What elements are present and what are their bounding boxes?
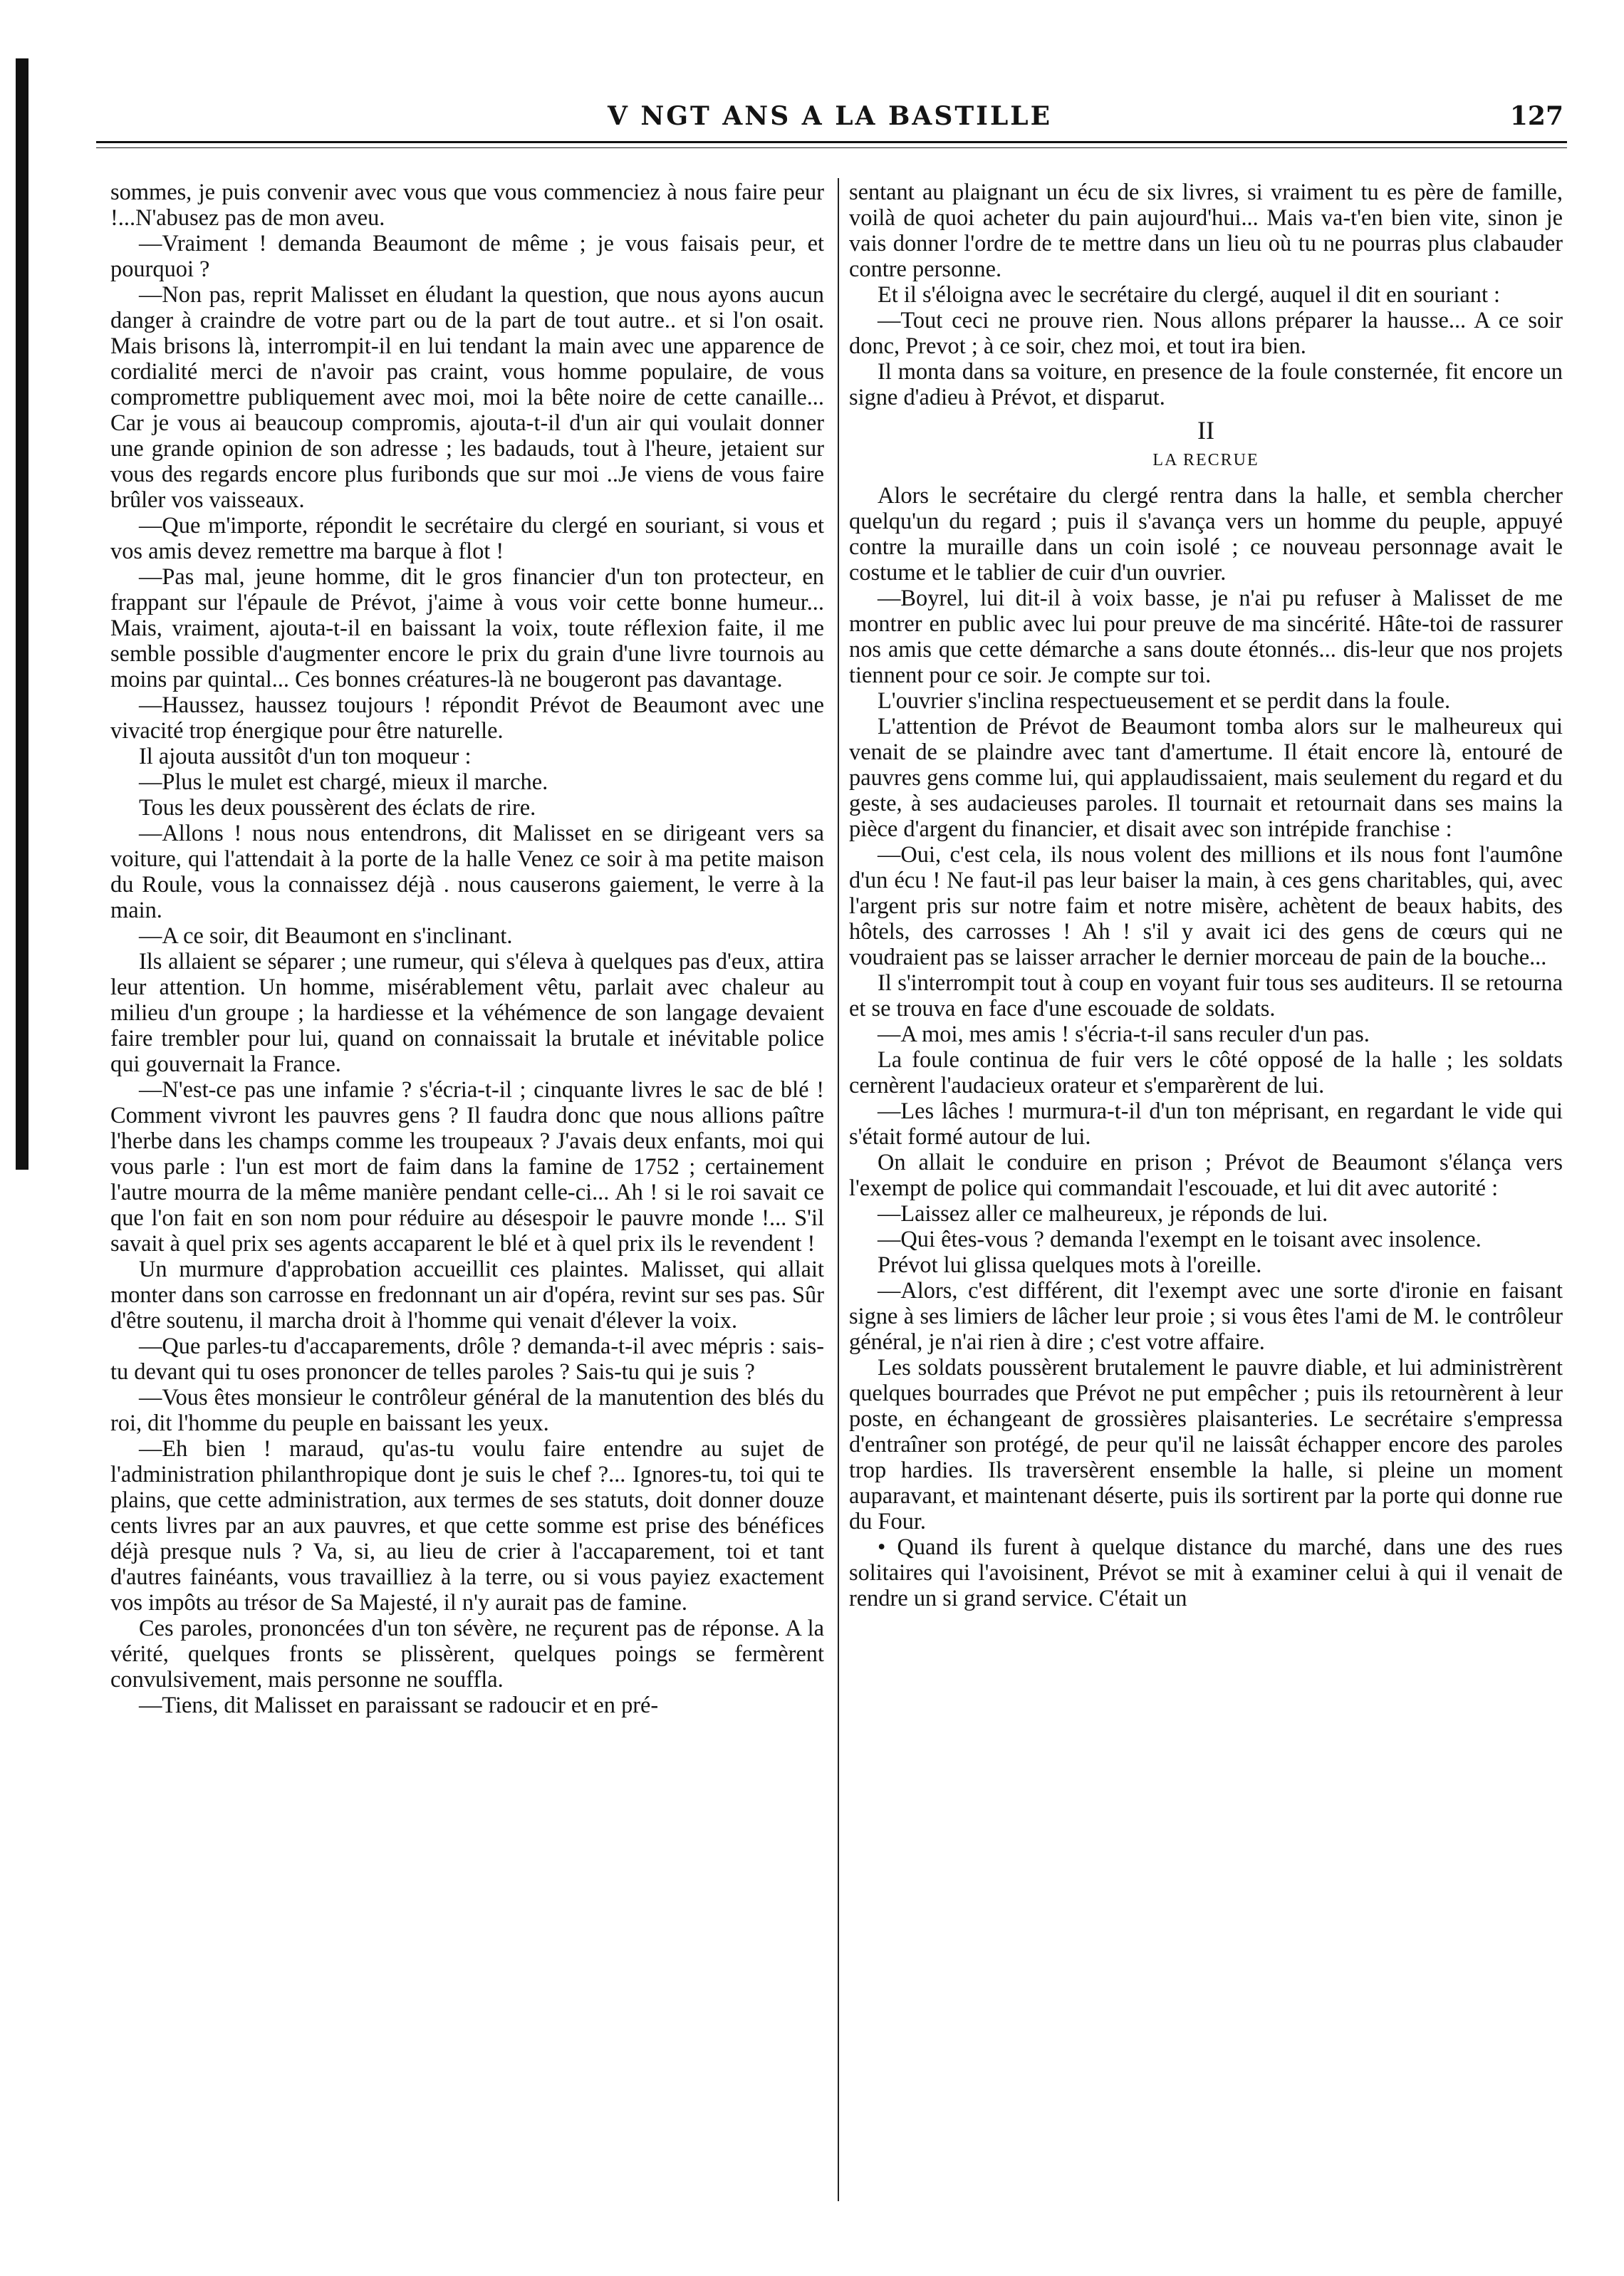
paragraph: Ces paroles, prononcées d'un ton sévère, ne reçurent pas de réponse. A la vérité, quelques fronts se plissèrent, quelques poings se fermèrent convulsivement, mais personne ne souffla.: [110, 1616, 824, 1693]
paragraph: —Tout ceci ne prouve rien. Nous allons préparer la hausse... A ce soir donc, Prevot ; à ce soir, chez moi, et tout ira bien.: [849, 308, 1563, 359]
column-divider: [838, 178, 839, 2201]
paragraph: Alors le secrétaire du clergé rentra dans la halle, et sembla chercher quelqu'un du regard ; puis il s'avança vers un homme du peuple, appuyé contre la muraille dans un coin isolé ; ce nouveau personnage avait le costume et le tablier de cuir d'un ouvrier.: [849, 483, 1563, 586]
paragraph: —Vous êtes monsieur le contrôleur général de la manutention des blés du roi, dit l'homme du peuple en baissant les yeux.: [110, 1385, 824, 1436]
paragraph: Il s'interrompit tout à coup en voyant fuir tous ses auditeurs. Il se retourna et se trouva en face d'une escouade de soldats.: [849, 970, 1563, 1022]
header-rule-thick: [96, 141, 1567, 143]
paragraph: —Allons ! nous nous entendrons, dit Malisset en se dirigeant vers sa voiture, qui l'attendait à la porte de la halle Venez ce soir à ma petite maison du Roule, vous la connaissez déjà . nous causerons gaiement, le verre à la main.: [110, 821, 824, 923]
right-column: [849, 180, 1563, 1611]
paragraph: L'attention de Prévot de Beaumont tomba alors sur le malheureux qui venait de se plaindre avec tant d'amertume. Il était encore là, entouré de pauvres gens comme lui, qui applaudissaient, mais seulement du regard et du geste, à ses audacieuses paroles. Il tournait et retournait dans ses mains la pièce d'argent du financier, et disait avec son intrépide franchise :: [849, 714, 1563, 842]
paragraph: Prévot lui glissa quelques mots à l'oreille.: [878, 1252, 1262, 1278]
paragraph: Il monta dans sa voiture, en presence de la foule consternée, fit encore un signe d'adieu à Prévot, et disparut.: [849, 359, 1563, 410]
paragraph: —Que m'importe, répondit le secrétaire du clergé en souriant, si vous et vos amis devez remettre ma barque à flot !: [110, 513, 824, 564]
running-title: V NGT ANS A LA BASTILLE: [607, 101, 1053, 131]
paragraph: —Oui, c'est cela, ils nous volent des millions et ils nous font l'aumône d'un écu ! Ne faut-il pas leur baiser la main, à ces gens charitables, qui, avec l'argent pris sur notre faim et notre misère, achètent de beaux habits, des hôtels, des carrosses ! Ah ! s'il y avait ici des gens de cœurs qui ne voudraient pas se laisser arracher le dernier morceau de pain de la bouche...: [849, 842, 1563, 970]
paragraph: sentant au plaignant un écu de six livres, si vraiment tu es père de famille, voilà de quoi acheter du pain aujourd'hui... Mais va-t'en bien vite, sinon je vais donner l'ordre de te mettre dans un lieu où tu ne pourras plus clabauder contre personne.: [849, 180, 1563, 282]
paragraph: —Non pas, reprit Malisset en éludant la question, que nous ayons aucun danger à craindre de votre part ou de la part de tout autre.. et si l'on osait. Mais brisons là, interrompit-il en lui tendant la main avec une apparence de cordialité merci de n'avoir pas craint, vous homme populaire, de vous compromettre publiquement avec moi, moi la bête noire de cette canaille... Car je vous ai beaucoup compromis, ajouta-t-il d'un air qui voulait donner une grande opinion de son adresse ; les badauds, tout à l'heure, jetaient sur vous des regards encore plus furibonds que sur moi ..Je viens de vous faire brûler vos vaisseaux.: [110, 282, 824, 513]
page-edge-bar: [16, 58, 28, 1170]
left-column: [110, 180, 824, 1718]
paragraph: —Boyrel, lui dit-il à voix basse, je n'ai pu refuser à Malisset de me montrer en public avec lui pour preuve de ma sincérité. Hâte-toi de rassurer nos amis que cette démarche a sans doute étonnés... dis-leur que nos projets tiennent pour ce soir. Je compte sur toi.: [849, 586, 1563, 688]
paragraph: L'ouvrier s'inclina respectueusement et se perdit dans la foule.: [878, 688, 1451, 714]
paragraph: On allait le conduire en prison ; Prévot de Beaumont s'élança vers l'exempt de police qui commandait l'escouade, et lui dit avec autorité :: [849, 1150, 1563, 1201]
paragraph: Ils allaient se séparer ; une rumeur, qui s'éleva à quelques pas d'eux, attira leur attention. Un homme, misérablement vêtu, parlait avec chaleur au milieu d'un groupe ; la hardiesse et la véhémence de son langage devaient faire trembler pour lui, quand on connaissait la brutale et inévitable police qui gouvernait la France.: [110, 949, 824, 1077]
paragraph: —Vraiment ! demanda Beaumont de même ; je vous faisais peur, et pourquoi ?: [110, 231, 824, 282]
section-title: LA RECRUE: [1152, 451, 1259, 469]
paragraph: —Tiens, dit Malisset en paraissant se radoucir et en pré-: [139, 1693, 659, 1718]
paragraph: —Alors, c'est différent, dit l'exempt avec une sorte d'ironie en faisant signe à ses limiers de lâcher leur proie ; si vous êtes l'ami de M. le contrôleur général, je n'ai rien à dire ; c'est votre affaire.: [849, 1278, 1563, 1355]
paragraph: Tous les deux poussèrent des éclats de rire.: [139, 795, 536, 821]
paragraph: Un murmure d'approbation accueillit ces plaintes. Malisset, qui allait monter dans son carrosse en fredonnant un air d'opéra, revint sur ses pas. Sûr d'être soutenu, il marcha droit à l'homme qui venait d'élever la voix.: [110, 1257, 824, 1334]
page-header: [96, 101, 1563, 137]
paragraph: —Qui êtes-vous ? demanda l'exempt en le toisant avec insolence.: [878, 1227, 1482, 1252]
paragraph: —Que parles-tu d'accaparements, drôle ? demanda-t-il avec mépris : sais-tu devant qui tu oses prononcer de telles paroles ? Sais-tu qui je suis ?: [110, 1334, 824, 1385]
paragraph: —Plus le mulet est chargé, mieux il marche.: [139, 769, 548, 795]
header-rule-thin: [96, 147, 1567, 148]
paragraph: —Haussez, haussez toujours ! répondit Prévot de Beaumont avec une vivacité trop énergique pour être naturelle.: [110, 692, 824, 744]
paragraph: —N'est-ce pas une infamie ? s'écria-t-il ; cinquante livres le sac de blé ! Comment vivront les pauvres gens ? Il faudra donc que nous allions paître l'herbe dans les champs comme les troupeaux ? J'avais deux enfants, moi qui vous parle : l'un est mort de faim dans la famine de 1752 ; certainement l'autre mourra de la même manière pendant celle-ci... Ah ! si le roi savait ce que l'on fait en son nom pour réduire au désespoir le pauvre monde !... S'il savait à quel prix ses agents accaparent le blé et à quel prix ils le revendent !: [110, 1077, 824, 1257]
paragraph: • Quand ils furent à quelque distance du marché, dans une des rues solitaires qui l'avoisinent, Prévot se mit à examiner celui à qui il venait de rendre un si grand service. C'était un: [849, 1534, 1563, 1611]
page-number: 127: [1509, 101, 1563, 131]
paragraph: —Pas mal, jeune homme, dit le gros financier d'un ton protecteur, en frappant sur l'épaule de Prévot, j'aime à vous voir cette bonne humeur... Mais, vraiment, ajouta-t-il en baissant la voix, toute réflexion faite, il me semble possible d'augmenter encore le prix du grain d'une livre tournois au moins par quintal... Ces bonnes créatures-là ne bougeront pas davantage.: [110, 564, 824, 692]
paragraph: Les soldats poussèrent brutalement le pauvre diable, et lui administrèrent quelques bourrades que Prévot ne put empêcher ; puis ils retournèrent à leur poste, en échangeant de grossières plaisanteries. Le secrétaire s'empressa d'entraîner son protégé, de peur qu'il ne laissât échapper encore des paroles trop hardies. Ils traversèrent ensemble la halle, si pleine un moment auparavant, et maintenant déserte, puis ils sortirent par la porte qui donne rue du Four.: [849, 1355, 1563, 1534]
paragraph: —Laissez aller ce malheureux, je réponds de lui.: [878, 1201, 1328, 1227]
paragraph: sommes, je puis convenir avec vous que vous commenciez à nous faire peur !...N'abusez pas de mon aveu.: [110, 180, 824, 231]
paragraph: —A moi, mes amis ! s'écria-t-il sans reculer d'un pas.: [878, 1022, 1370, 1047]
paragraph: —A ce soir, dit Beaumont en s'inclinant.: [139, 923, 513, 949]
paragraph: —Eh bien ! maraud, qu'as-tu voulu faire entendre au sujet de l'administration philanthropique dont je suis le chef ?... Ignores-tu, toi qui te plains, que cette administration, aux termes de ses statuts, doit donner douze cents livres par an aux pauvres, et que cette somme est prise des bénéfices déjà presque nuls ? Va, si, au lieu de crier à l'accaparement, toi et tant d'autres fainéants, vous travailliez à la terre, ou si vous payiez exactement vos impôts au trésor de Sa Majesté, il n'y aurait pas de famine.: [110, 1436, 824, 1616]
section-numeral: II: [1197, 416, 1214, 445]
paragraph: —Les lâches ! murmura-t-il d'un ton méprisant, en regardant le vide qui s'était formé autour de lui.: [849, 1098, 1563, 1150]
paragraph: Et il s'éloigna avec le secrétaire du clergé, auquel il dit en souriant :: [878, 282, 1501, 308]
paragraph: La foule continua de fuir vers le côté opposé de la halle ; les soldats cernèrent l'audacieux orateur et s'emparèrent de lui.: [849, 1047, 1563, 1098]
paragraph: Il ajouta aussitôt d'un ton moqueur :: [139, 744, 472, 769]
